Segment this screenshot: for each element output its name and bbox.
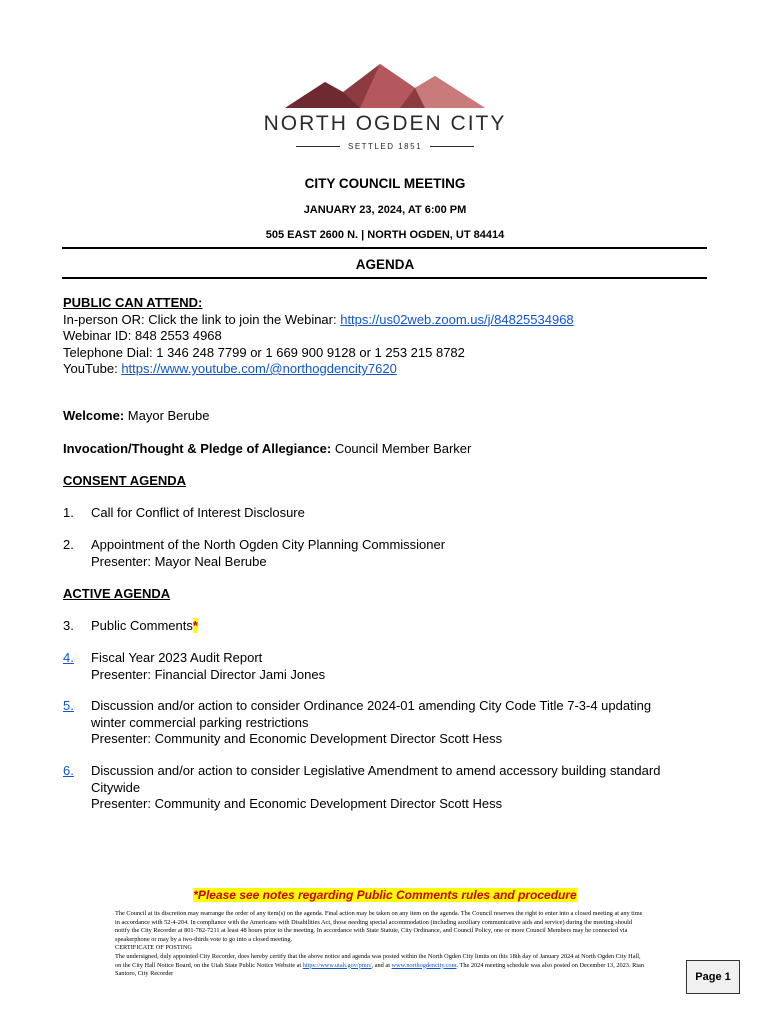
webinar-link[interactable]: https://us02web.zoom.us/j/84825534968 bbox=[340, 311, 574, 327]
youtube-link[interactable]: https://www.youtube.com/@northogdencity7620 bbox=[121, 361, 397, 376]
item-body bbox=[91, 618, 711, 635]
invocation-label: Invocation/Thought & Pledge of Allegiance: bbox=[63, 441, 332, 456]
telephone-line: Telephone Dial: 1 346 248 7799 or 1 669 900 9128 or 1 253 215 8782 bbox=[63, 344, 465, 360]
youtube-text: YouTube: bbox=[63, 361, 122, 376]
consent-heading: CONSENT AGENDA bbox=[63, 473, 187, 488]
item-number: 3. bbox=[63, 618, 74, 633]
required-mark: * bbox=[192, 618, 198, 633]
invocation-value: Council Member Barker bbox=[331, 441, 472, 456]
meeting-title: CITY COUNCIL MEETING bbox=[304, 176, 466, 191]
item-body bbox=[91, 698, 711, 748]
utah-pmn-link[interactable]: https://www.utah.gov/pmn/ bbox=[302, 961, 372, 969]
item-number: 2. bbox=[63, 537, 74, 552]
certificate-part: The undersigned, duly appointed City Recorder, does hereby certify that the above notice and agenda was posted within the North Ogden City limits on this 18th day of January 2024 at North Ogden City Hall, on the City Hall Notice Board, on the Utah State Public Notice Website at bbox=[115, 952, 641, 969]
item-text: Appointment of the North Ogden City Planning Commissioner bbox=[91, 537, 446, 552]
welcome-value: Mayor Berube bbox=[124, 408, 210, 423]
welcome-line bbox=[63, 408, 713, 425]
disclaimer-text: The Council at its discretion may rearrange the order of any item(s) on the agenda. Final action may be taken on any item on the agenda. The Council reserves the right to enter into a closed meeting at any time in accordance with 52-4-204. In compliance with the Americans with Disabilities Act, those needing special accommodation (including auxiliary communicative aids and service) during the meeting should notify the City Recorder at 801-782-7211 at least 48 hours prior to the meeting. In accordance with State Statute, City Ordinance, and Council Policy, one or more Council Members may be connected via speakerphone or may by a two-thirds vote to go into a closed meeting. bbox=[115, 910, 643, 943]
active-heading: ACTIVE AGENDA bbox=[63, 586, 171, 601]
item-text-cont: Citywide bbox=[91, 779, 141, 795]
divider bbox=[62, 277, 707, 279]
item-text: Discussion and/or action to consider Ordinance 2024-01 amending City Code Title 7-3-4 updating bbox=[91, 698, 652, 713]
item-text: Public Comments bbox=[91, 618, 193, 633]
youtube-line bbox=[63, 361, 708, 378]
item-text: Call for Conflict of Interest Disclosure bbox=[91, 505, 305, 520]
item-presenter: Presenter: Financial Director Jami Jones bbox=[91, 666, 326, 682]
item-number-link[interactable]: 6. bbox=[63, 763, 74, 778]
certificate-part: , and at bbox=[371, 961, 392, 969]
certificate-part: . The 2024 meeting schedule was also posted on December 13, 2023. Rian Santoro, City Recorder bbox=[115, 961, 644, 978]
logo-name: NORTH OGDEN CITY bbox=[263, 112, 507, 135]
item-presenter: Presenter: Mayor Neal Berube bbox=[91, 553, 267, 569]
logo-settled bbox=[0, 142, 770, 151]
divider bbox=[296, 146, 340, 148]
certificate-heading: CERTIFICATE OF POSTING bbox=[115, 944, 192, 952]
divider bbox=[62, 247, 707, 249]
page-number: Page 1 bbox=[686, 960, 740, 994]
item-number-link[interactable]: 5. bbox=[63, 698, 74, 713]
attend-section bbox=[63, 295, 708, 378]
item-presenter: Presenter: Community and Economic Development Director Scott Hess bbox=[91, 796, 503, 811]
meeting-address: 505 EAST 2600 N. | NORTH OGDEN, UT 84414 bbox=[265, 229, 505, 241]
settled-text: SETTLED 1851 bbox=[347, 142, 423, 151]
item-number-link[interactable]: 4. bbox=[63, 650, 74, 665]
item-body bbox=[91, 650, 711, 683]
inperson-text: In-person OR: Click the link to join the Webinar: bbox=[63, 311, 341, 327]
item-text-cont: winter commercial parking restrictions bbox=[91, 714, 309, 730]
item-text: Fiscal Year 2023 Audit Report bbox=[91, 650, 263, 665]
mountain-logo-icon bbox=[285, 62, 485, 108]
inperson-line bbox=[63, 312, 708, 329]
divider bbox=[430, 146, 474, 148]
welcome-label: Welcome: bbox=[63, 408, 125, 423]
meeting-date: JANUARY 23, 2024, AT 6:00 PM bbox=[303, 204, 467, 216]
item-body bbox=[91, 537, 711, 570]
webinar-id: Webinar ID: 848 2553 4968 bbox=[63, 328, 222, 343]
city-website-link[interactable]: www.northogdencity.com bbox=[391, 961, 457, 969]
invocation-line bbox=[63, 441, 713, 458]
notice-text: *Please see notes regarding Public Comments rules and procedure bbox=[193, 888, 577, 902]
item-text: Discussion and/or action to consider Legislative Amendment to amend accessory building standard bbox=[91, 763, 661, 778]
public-comments-notice bbox=[0, 888, 770, 902]
city-logo bbox=[0, 62, 770, 151]
attend-heading: PUBLIC CAN ATTEND: bbox=[63, 295, 203, 310]
fine-print bbox=[115, 910, 645, 979]
item-number: 1. bbox=[63, 505, 74, 520]
item-presenter: Presenter: Community and Economic Development Director Scott Hess bbox=[91, 731, 503, 746]
certificate-text bbox=[115, 953, 645, 979]
agenda-title: AGENDA bbox=[355, 257, 415, 272]
item-body bbox=[91, 763, 711, 813]
